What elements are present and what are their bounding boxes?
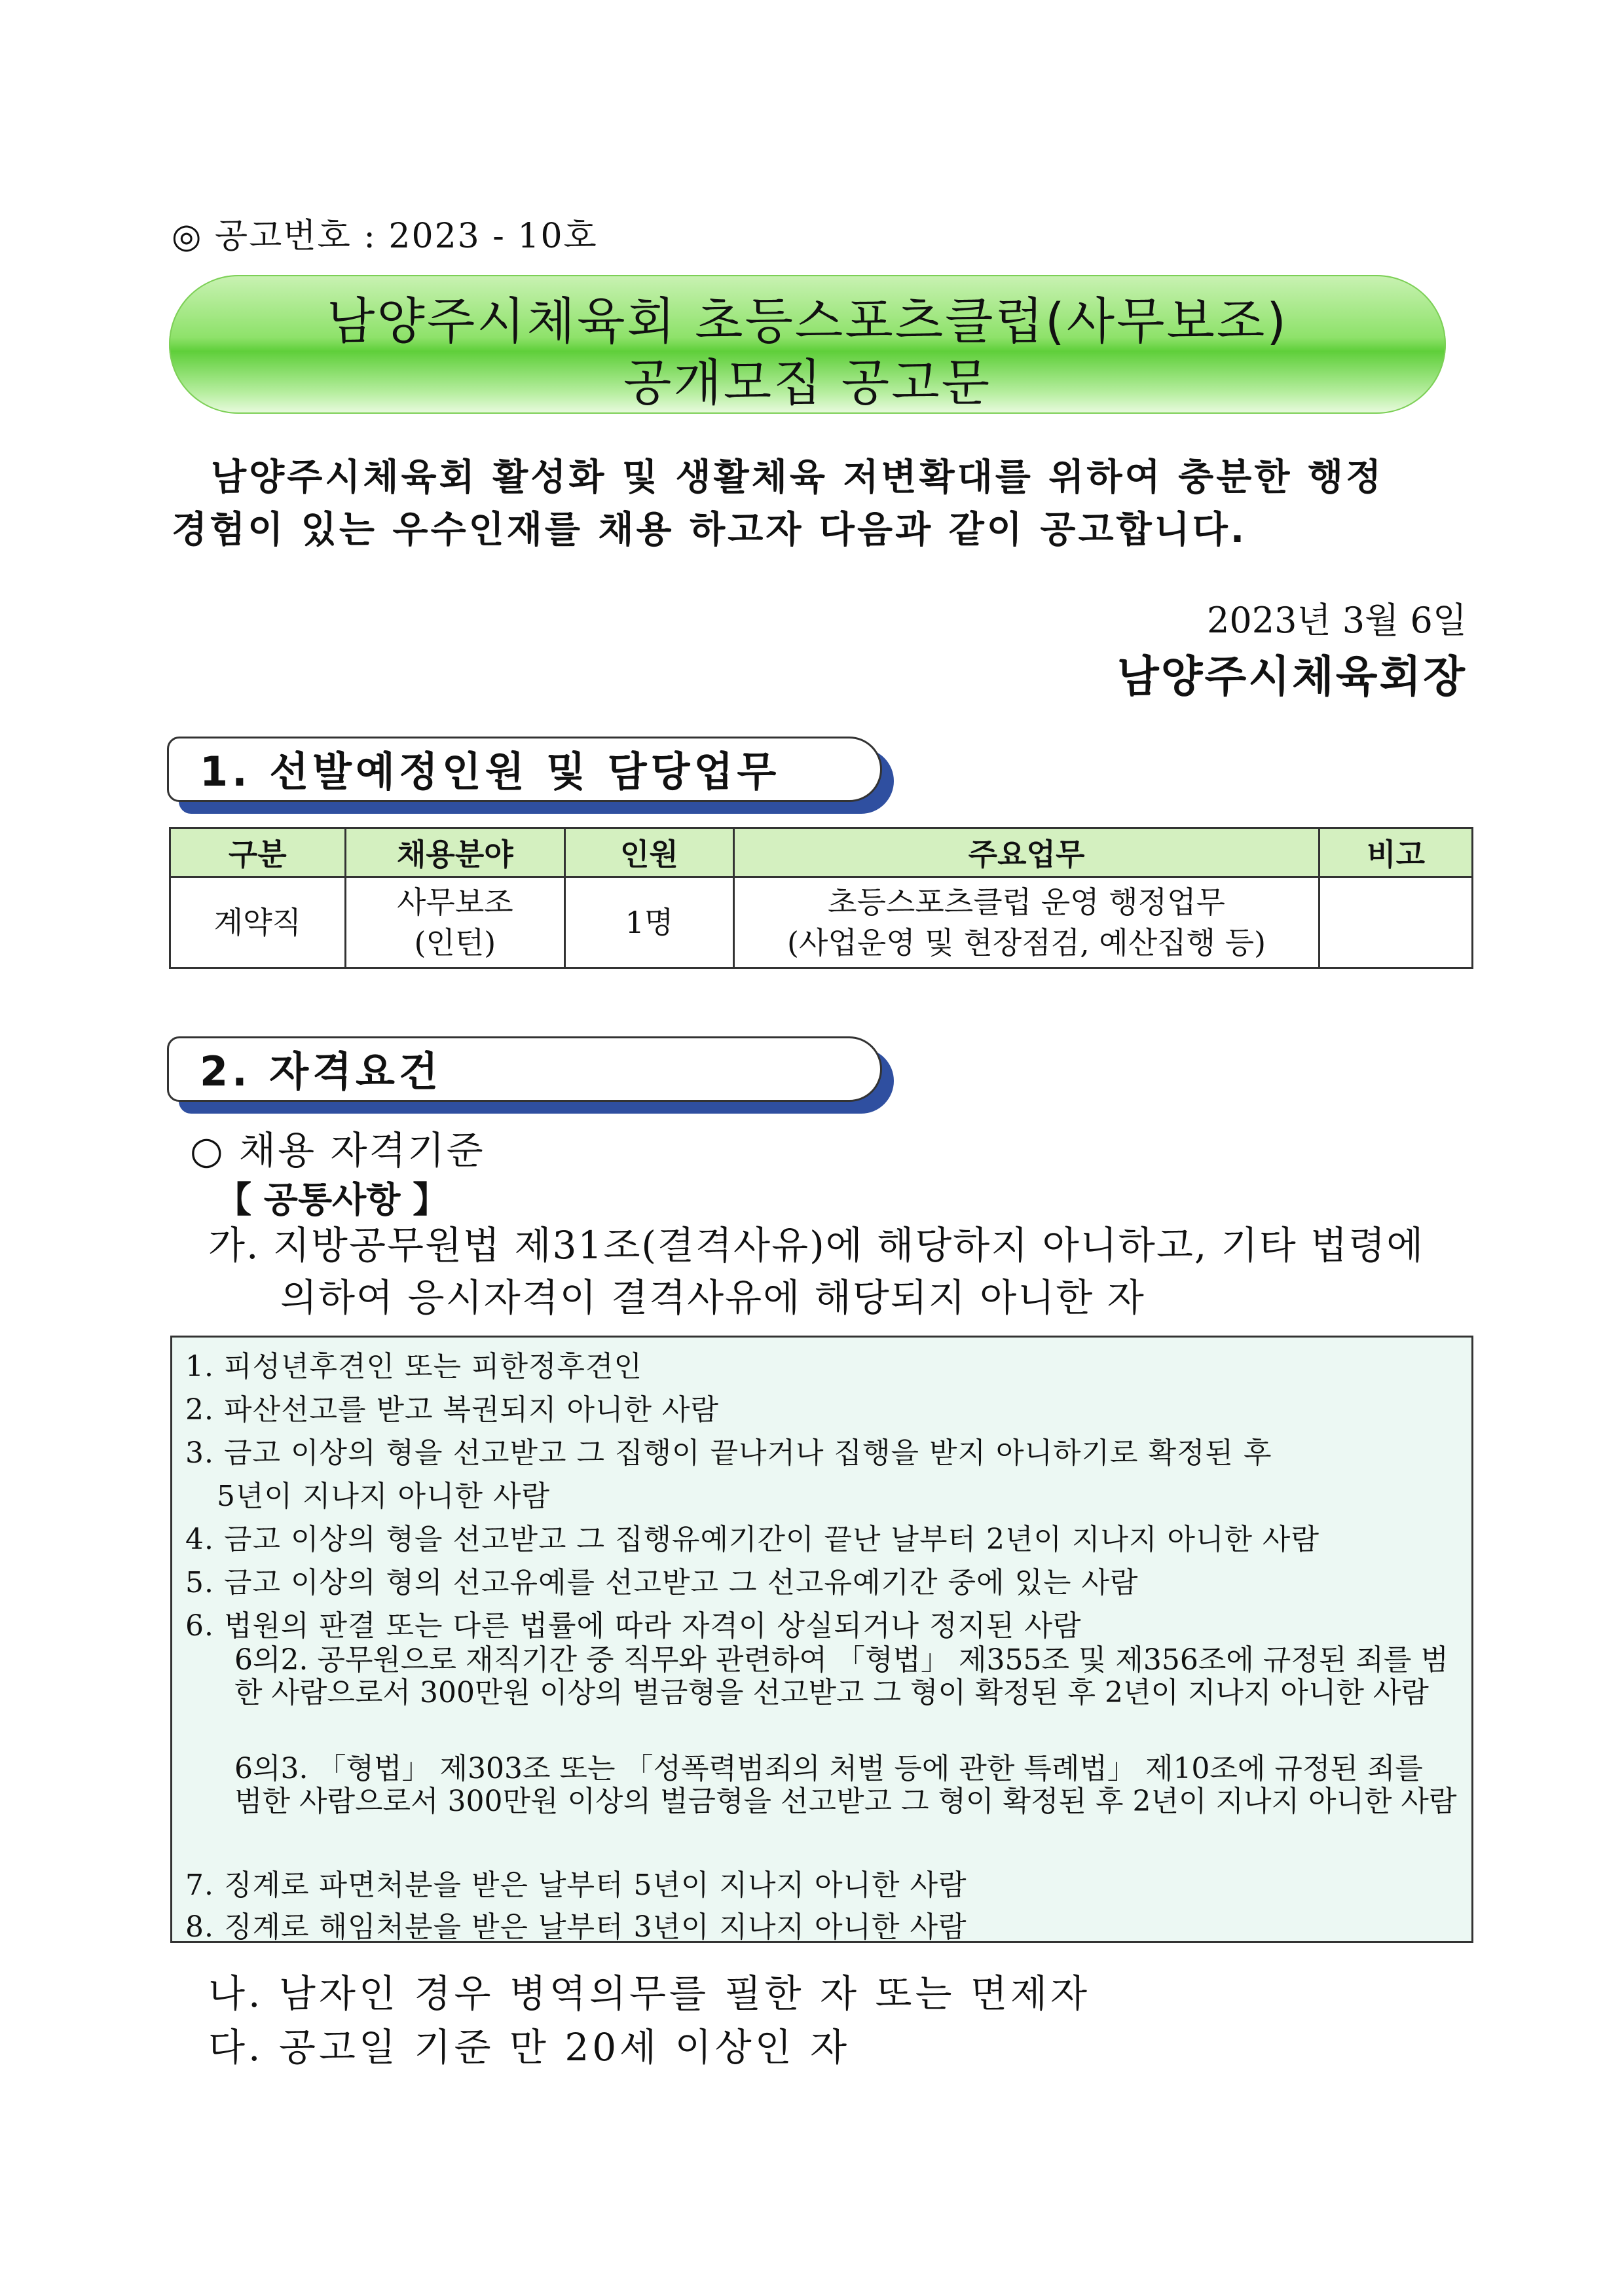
cell-field-line-2: (인턴) <box>414 925 496 960</box>
disq-item-6-3: 6의3. 「형법」 제303조 또는 「성폭력범죄의 처벌 등에 관한 특례법」 제10조에 규정된 죄를 범한 사람으로서 300만원 이상의 벌금형을 선고받고 그 형이 확정된 후 2년이 지나지 아니한 사람 <box>234 1752 1457 1818</box>
header-count: 인원 <box>565 828 734 877</box>
title-line-1: 남양주시체육회 초등스포츠클럽(사무보조) <box>327 292 1288 350</box>
section-1-tab <box>167 737 894 814</box>
header-duty: 주요업무 <box>733 828 1320 877</box>
disq-item-8: 8. 징계로 해임처분을 받은 날부터 3년이 지나지 아니한 사람 <box>185 1910 967 1944</box>
disq-item-6: 6. 법원의 판결 또는 다른 법률에 따라 자격이 상실되거나 정지된 사람 <box>185 1609 1082 1643</box>
recruit-table <box>169 827 1473 969</box>
disq-item-3-cont: 5년이 지나지 아니한 사람 <box>217 1480 550 1513</box>
criteria-heading: ○ 채용 자격기준 <box>190 1128 485 1173</box>
disq-item-5: 5. 금고 이상의 형의 선고유예를 선고받고 그 선고유예기간 중에 있는 사람 <box>185 1566 1139 1599</box>
disq-item-4: 4. 금고 이상의 형을 선고받고 그 집행유예기간이 끝난 날부터 2년이 지나지 아니한 사람 <box>185 1523 1320 1556</box>
cell-duty <box>733 877 1320 968</box>
header-type: 구분 <box>170 828 346 877</box>
intro-line-2: 경험이 있는 우수인재를 채용 하고자 다음과 같이 공고합니다. <box>172 509 1247 551</box>
disq-item-1: 1. 피성년후견인 또는 피한정후견인 <box>185 1350 642 1383</box>
disq-item-7: 7. 징계로 파면처분을 받은 날부터 5년이 지나지 아니한 사람 <box>185 1868 967 1902</box>
item-ga-line-2: 의하여 응시자격이 결격사유에 해당되지 아니한 자 <box>280 1275 1145 1320</box>
disq-item-3: 3. 금고 이상의 형을 선고받고 그 집행이 끝나거나 집행을 받지 아니하기로 확정된 후 <box>185 1436 1272 1470</box>
section-1-title: 1. 선발예정인원 및 담당업무 <box>200 748 781 795</box>
table-row <box>170 877 1473 968</box>
intro-line-1: 남양주시체육회 활성화 및 생활체육 저변확대를 위하여 충분한 행정 <box>211 456 1384 499</box>
cell-duty-line-2: (사업운영 및 현장점검, 예산집행 등) <box>786 925 1266 960</box>
header-note: 비고 <box>1320 828 1473 877</box>
table-header-row <box>170 828 1473 877</box>
title-banner <box>169 275 1446 414</box>
cell-duty-line-1: 초등스포츠클럽 운영 행정업무 <box>828 884 1225 920</box>
issuer: 남양주시체육회장 <box>1116 651 1467 702</box>
intro-paragraph <box>172 452 1455 556</box>
disq-item-6-2: 6의2. 공무원으로 재직기간 중 직무와 관련하여 「형법」 제355조 및 제356조에 규정된 죄를 범한 사람으로서 300만원 이상의 벌금형을 선고받고 그 형이 확정된 후 2년이 지나지 아니한 사람 <box>234 1643 1449 1709</box>
cell-type: 계약직 <box>170 877 346 968</box>
common-heading: 【 공통사항 】 <box>216 1179 449 1220</box>
cell-note <box>1320 877 1473 968</box>
cell-count: 1명 <box>565 877 734 968</box>
cell-field <box>345 877 565 968</box>
item-da: 다. 공고일 기준 만 20세 이상인 자 <box>208 2025 851 2069</box>
cell-field-line-1: 사무보조 <box>396 884 513 920</box>
section-2-title: 2. 자격요건 <box>200 1048 442 1095</box>
disq-item-2: 2. 파산선고를 받고 복권되지 아니한 사람 <box>185 1393 719 1427</box>
item-na: 나. 남자인 경우 병역의무를 필한 자 또는 면제자 <box>208 1971 1091 2016</box>
title-line-2: 공개모집 공고문 <box>623 354 992 412</box>
section-2-tab <box>167 1036 894 1114</box>
header-field: 채용분야 <box>345 828 565 877</box>
item-ga <box>208 1219 1479 1324</box>
notice-date: 2023년 3월 6일 <box>1207 600 1467 641</box>
notice-number: ◎ 공고번호 : 2023 - 10호 <box>172 217 598 256</box>
item-ga-line-1: 가. 지방공무원법 제31조(결격사유)에 해당하지 아니하고, 기타 법령에 <box>208 1223 1425 1267</box>
disqualification-box <box>170 1336 1473 1943</box>
